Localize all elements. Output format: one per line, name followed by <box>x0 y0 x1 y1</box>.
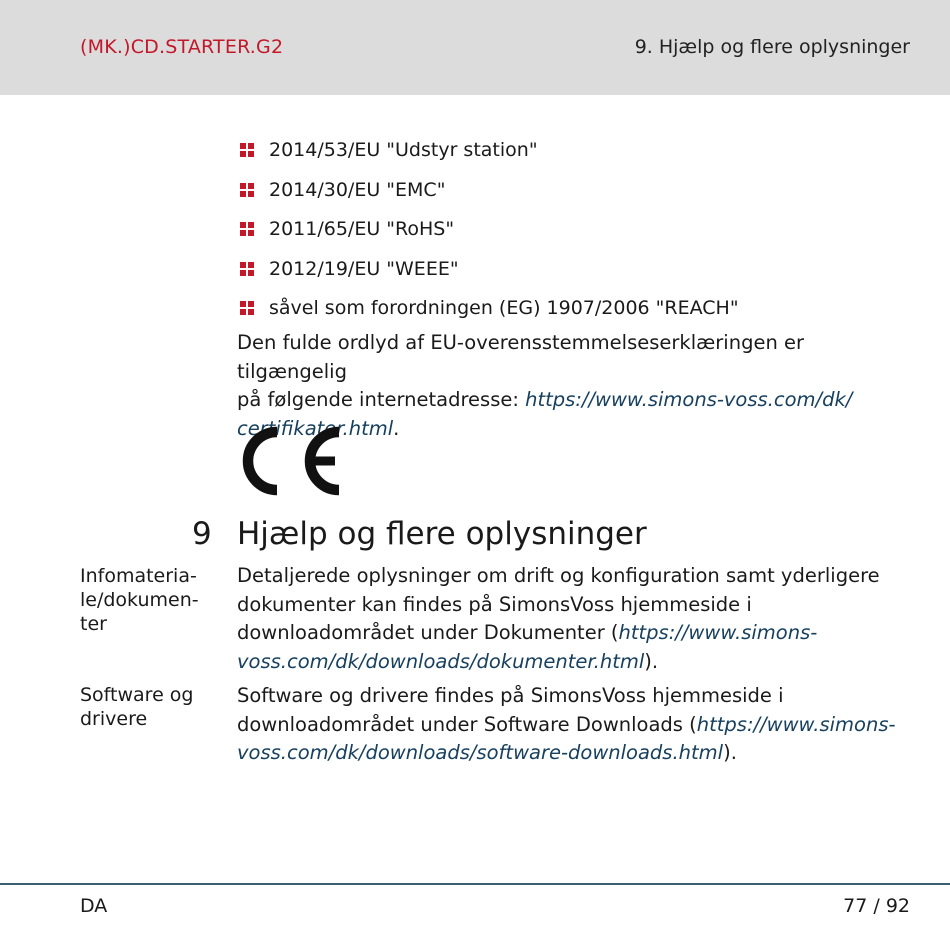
bullet-icon <box>240 183 255 198</box>
list-item-text: 2012/19/EU "WEEE" <box>269 257 459 280</box>
list-item-text: såvel som forordningen (EG) 1907/2006 "REACH" <box>269 297 739 319</box>
page-number: 77 / 92 <box>843 895 910 917</box>
documents-link[interactable]: https://www.simons- voss.com/dk/downloads/dokumenter.html <box>237 621 818 673</box>
list-item-text: 2014/53/EU "Udstyr station" <box>269 139 538 161</box>
section-title: 9. Hjælp og flere oplysninger <box>634 36 910 58</box>
bullet-icon <box>240 262 255 277</box>
software-paragraph: Software og drivere findes på SimonsVoss hjemmeside i downloadområdet under Software Downloads (https://www.simons- voss.com/dk/downloads/software-downloads.html). <box>237 684 896 764</box>
side-label-documents: Infomateria- le/dokumen- ter <box>80 565 199 635</box>
list-item <box>240 217 739 241</box>
footer-divider <box>0 883 950 885</box>
directive-list <box>240 138 739 336</box>
side-label-software: Software og drivere <box>80 684 194 730</box>
chapter-number: 9 <box>192 516 212 552</box>
list-item-text: 2011/65/EU "RoHS" <box>269 218 455 240</box>
product-name: (MK.)CD.STARTER.G2 <box>80 36 284 58</box>
software-link[interactable]: https://www.simons- voss.com/dk/downloads/software-downloads.html <box>237 712 896 764</box>
chapter-title: Hjælp og flere oplysninger <box>237 516 647 552</box>
bullet-icon <box>240 301 255 316</box>
declaration-paragraph: Den fulde ordlyd af EU-overensstemmelseserklæringen er tilgængelig på følgende internetadresse: https://www.simons-voss.com/dk/ certifikater.html. <box>237 331 853 440</box>
list-item <box>240 257 739 281</box>
certificate-link[interactable]: https://www.simons-voss.com/dk/ certifikater.html <box>237 388 853 440</box>
footer-language: DA <box>80 895 108 917</box>
bullet-icon <box>240 143 255 158</box>
ce-mark-icon <box>236 422 346 500</box>
list-item <box>240 138 739 162</box>
list-item <box>240 296 739 320</box>
list-item-text: 2014/30/EU "EMC" <box>269 178 446 201</box>
list-item <box>240 178 739 202</box>
page-header <box>0 0 950 95</box>
documents-paragraph: Detaljerede oplysninger om drift og konfiguration samt yderligere dokumenter kan findes på SimonsVoss hjemmeside i downloadområdet under Dokumenter (https://www.simons- voss.com/dk/downloads/dokumenter.html). <box>237 564 880 673</box>
bullet-icon <box>240 222 255 237</box>
